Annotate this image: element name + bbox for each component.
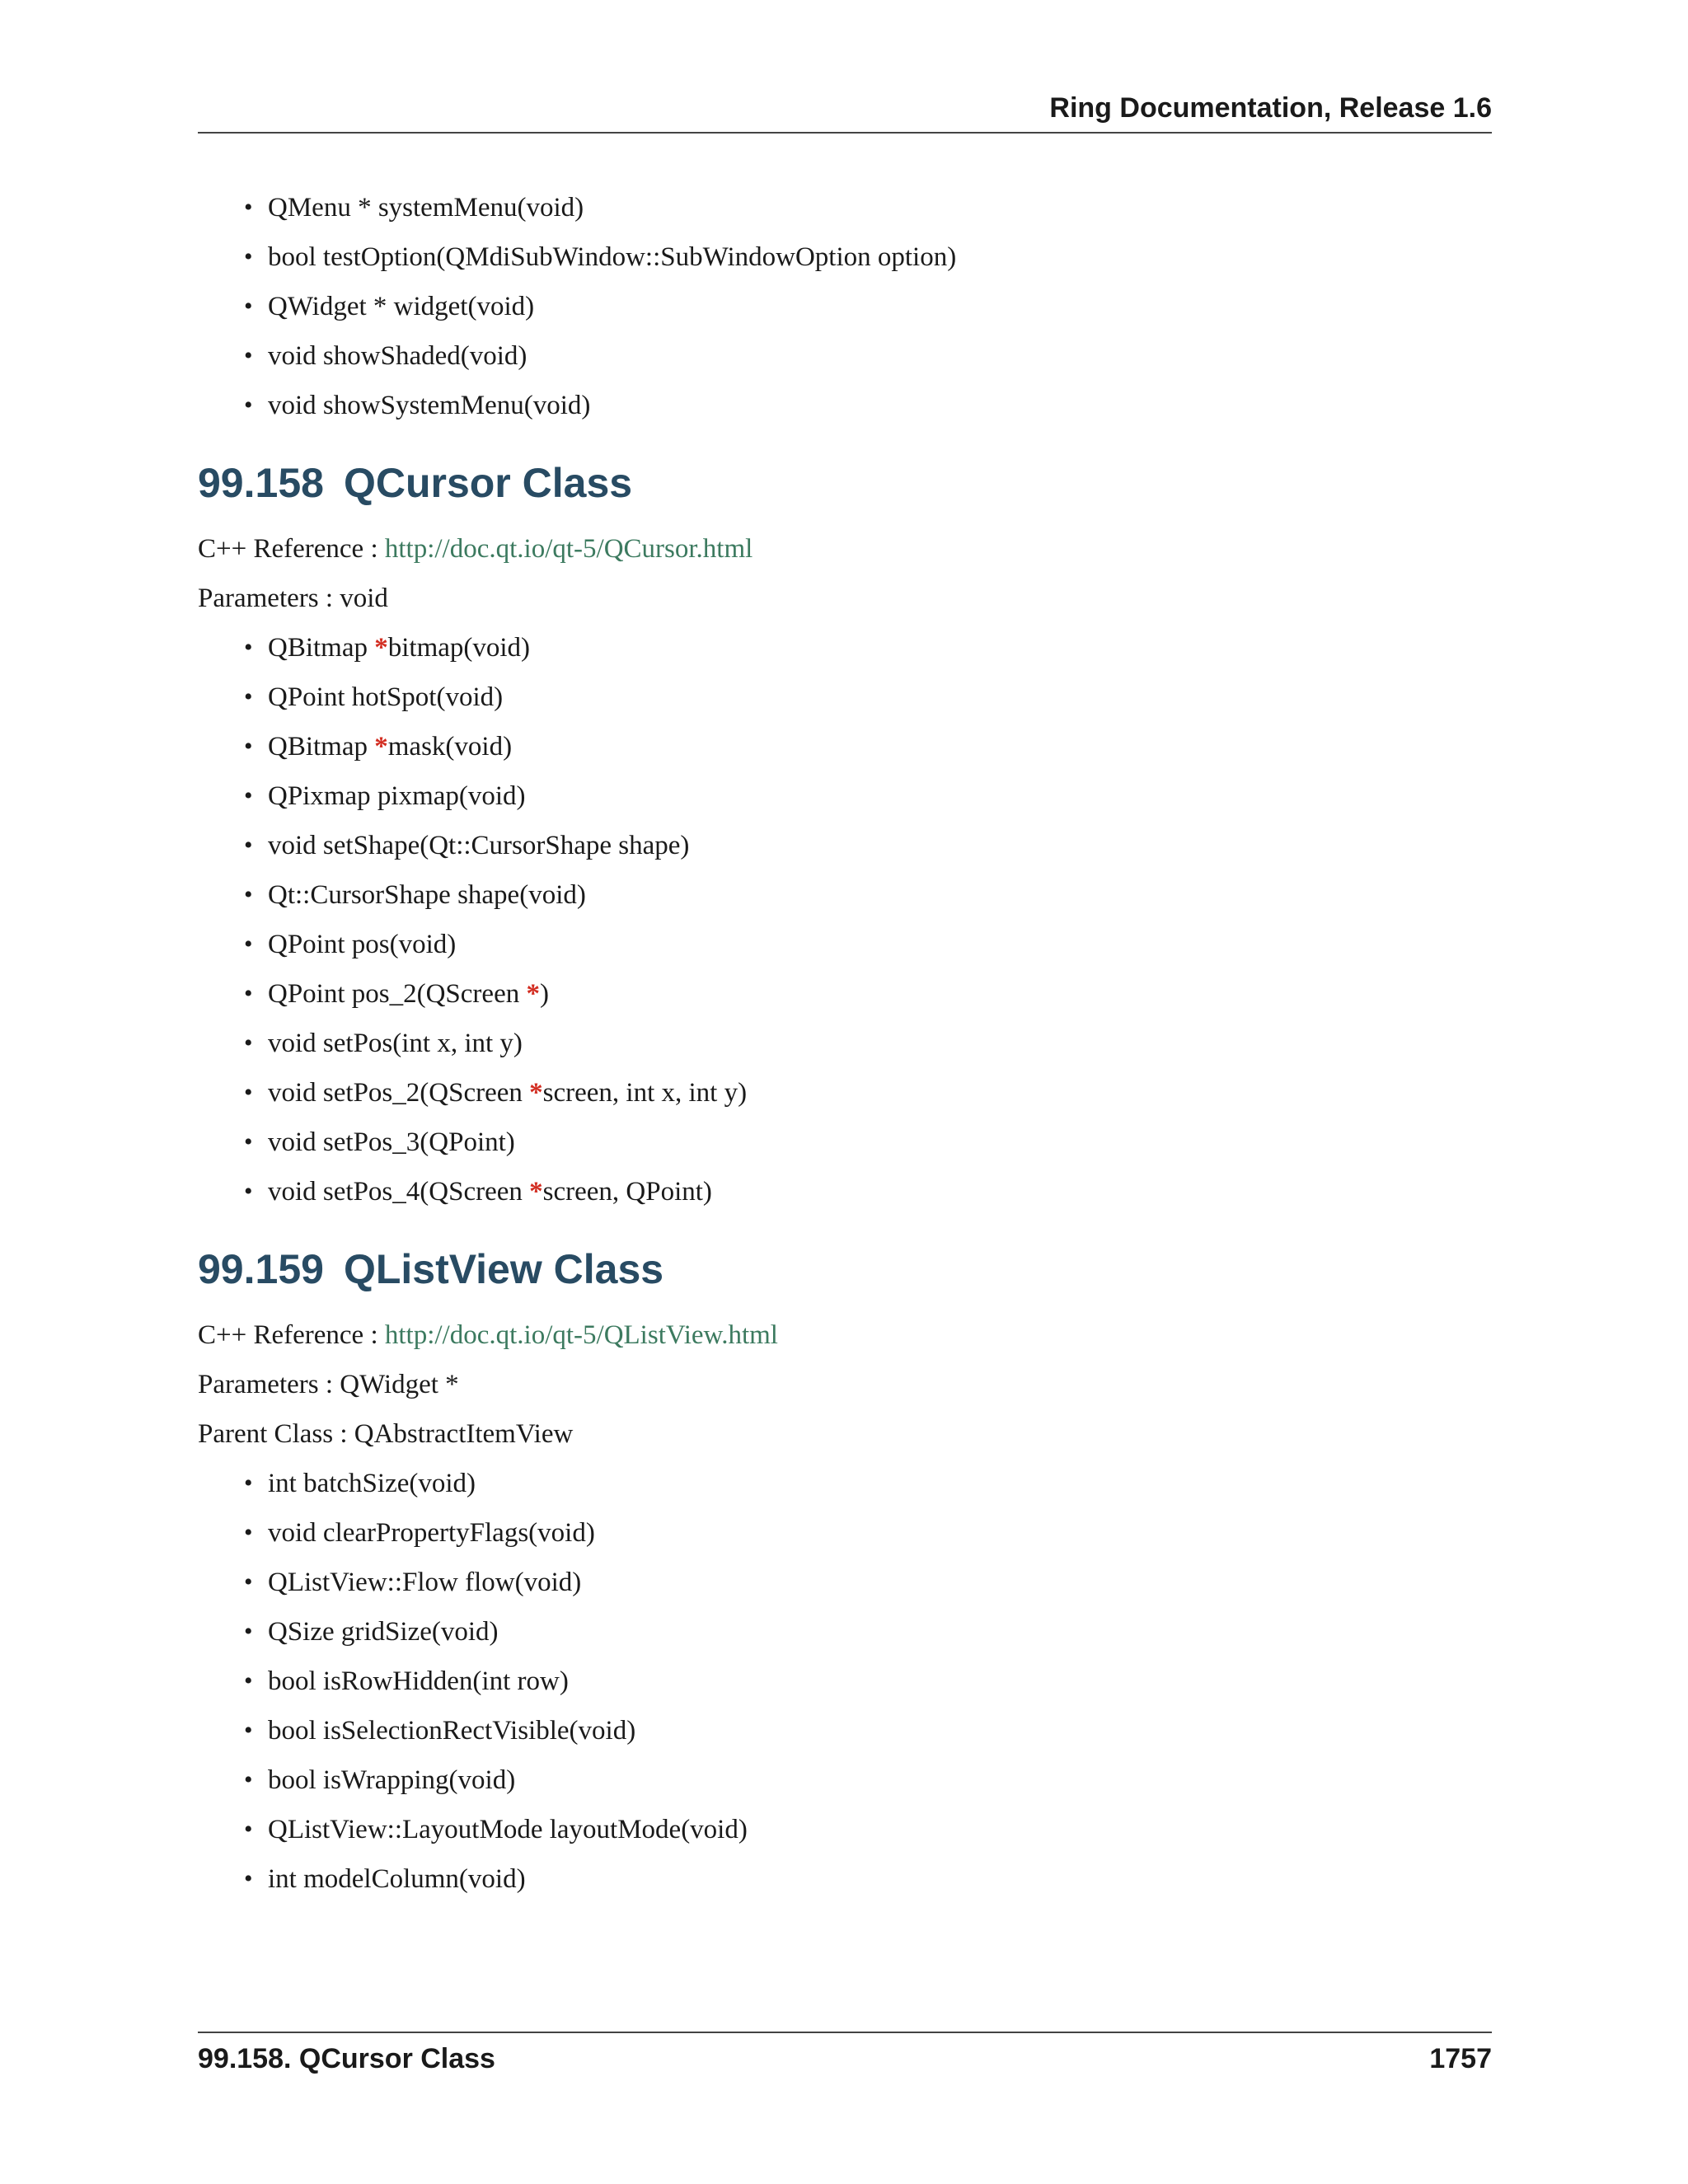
- page-header: [198, 91, 1492, 134]
- list-item: • QListView::Flow flow(void): [268, 1566, 1492, 1599]
- list-item: • void setPos(int x, int y): [268, 1027, 1492, 1060]
- list-item: • QMenu * systemMenu(void): [268, 191, 1492, 224]
- section-number: 99.159: [198, 1246, 324, 1292]
- list-item: • QWidget * widget(void): [268, 290, 1492, 323]
- list-item: • bool isWrapping(void): [268, 1764, 1492, 1797]
- section-title-text: QCursor Class: [343, 460, 633, 506]
- list-item: • int batchSize(void): [268, 1467, 1492, 1500]
- list-item: • QPoint hotSpot(void): [268, 681, 1492, 714]
- section-number: 99.158: [198, 460, 324, 506]
- page-number: 1757: [1429, 2043, 1492, 2074]
- reference-link[interactable]: http://doc.qt.io/qt-5/QListView.html: [384, 1320, 778, 1350]
- list-item: • void setPos_3(QPoint): [268, 1126, 1492, 1159]
- cpp-reference: [198, 532, 1492, 565]
- pointer-star: *: [529, 1078, 543, 1108]
- list-item: • void showShaded(void): [268, 340, 1492, 373]
- cpp-reference: [198, 1319, 1492, 1352]
- reference-label: C++ Reference :: [198, 1320, 385, 1350]
- footer-section-title: 99.158. QCursor Class: [198, 2043, 495, 2074]
- header-title: Ring Documentation, Release 1.6: [1049, 92, 1492, 124]
- list-item: • bool testOption(QMdiSubWindow::SubWindowOption option): [268, 241, 1492, 274]
- reference-link[interactable]: http://doc.qt.io/qt-5/QCursor.html: [384, 534, 753, 564]
- pointer-star: *: [529, 1177, 543, 1207]
- parameters-line: Parameters : void: [198, 583, 388, 613]
- list-item: • QBitmap *mask(void): [268, 730, 1492, 763]
- parent-class-line: Parent Class : QAbstractItemView: [198, 1419, 574, 1449]
- list-item: • QPoint pos(void): [268, 928, 1492, 961]
- section-heading-qcursor: [198, 458, 1492, 508]
- list-item: • QSize gridSize(void): [268, 1615, 1492, 1648]
- list-item: • void setPos_2(QScreen *screen, int x, int y): [268, 1076, 1492, 1109]
- list-item: • void setPos_4(QScreen *screen, QPoint): [268, 1175, 1492, 1208]
- pointer-star: *: [374, 633, 388, 663]
- list-item: • QBitmap *bitmap(void): [268, 631, 1492, 664]
- list-item: • Qt::CursorShape shape(void): [268, 879, 1492, 912]
- pointer-star: *: [526, 979, 540, 1009]
- section-heading-qlistview: [198, 1244, 1492, 1294]
- list-item: • void clearPropertyFlags(void): [268, 1516, 1492, 1549]
- list-item: • QPixmap pixmap(void): [268, 780, 1492, 813]
- parameters-line: Parameters : QWidget *: [198, 1370, 459, 1399]
- section-title-text: QListView Class: [343, 1246, 664, 1292]
- list-item: • bool isRowHidden(int row): [268, 1665, 1492, 1698]
- page-content: [198, 191, 1492, 1912]
- list-item: • int modelColumn(void): [268, 1863, 1492, 1896]
- list-item: • void showSystemMenu(void): [268, 389, 1492, 422]
- list-item: • QPoint pos_2(QScreen *): [268, 977, 1492, 1010]
- qlistview-method-list: [198, 1467, 1492, 1896]
- list-item: • QListView::LayoutMode layoutMode(void): [268, 1813, 1492, 1846]
- prev-method-list: [198, 191, 1492, 422]
- reference-label: C++ Reference :: [198, 534, 385, 564]
- list-item: • void setShape(Qt::CursorShape shape): [268, 829, 1492, 862]
- list-item: • bool isSelectionRectVisible(void): [268, 1714, 1492, 1747]
- qcursor-method-list: [198, 631, 1492, 1208]
- pointer-star: *: [374, 732, 388, 762]
- page-footer: [198, 2032, 1492, 2083]
